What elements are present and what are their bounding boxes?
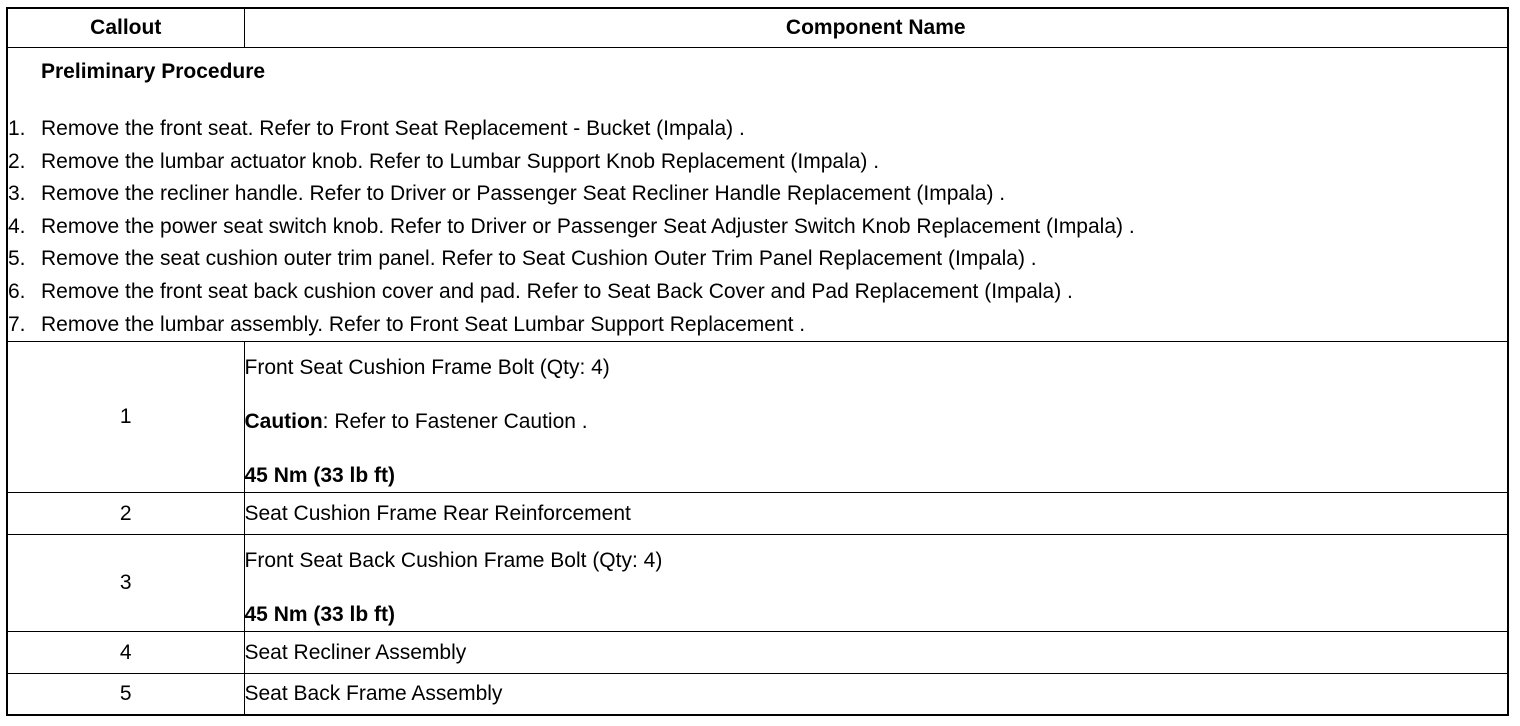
step-number: 5. — [8, 247, 26, 271]
caution-label: Caution — [244, 410, 323, 434]
step-text: Remove the front seat back cushion cover and pad. Refer to Seat Back Cover and Pad Replacement (Impala) . — [41, 279, 1073, 303]
callout-cell: 5 — [7, 674, 244, 716]
step-text: Remove the seat cushion outer trim panel. Refer to Seat Cushion Outer Trim Panel Replacement (Impala) . — [41, 247, 1037, 271]
table-row — [7, 674, 1508, 716]
component-name-header: Component Name — [244, 8, 1508, 48]
component-cell — [244, 342, 1508, 493]
step-item — [8, 309, 1507, 342]
table-row — [7, 535, 1508, 632]
preliminary-title: Preliminary Procedure — [41, 60, 266, 83]
callout-cell: 1 — [7, 342, 244, 493]
step-text: Remove the recliner handle. Refer to Driver or Passenger Seat Recliner Handle Replacement (Impala) . — [41, 182, 1006, 206]
callout-cell: 3 — [7, 535, 244, 632]
step-text: Remove the front seat. Refer to Front Seat Replacement - Bucket (Impala) . — [41, 117, 745, 140]
step-number: 3. — [8, 182, 26, 206]
callout-cell: 4 — [7, 632, 244, 674]
step-item — [8, 146, 1507, 179]
step-item — [8, 211, 1507, 244]
callout-header: Callout — [7, 8, 244, 48]
step-text: Remove the lumbar assembly. Refer to Front Seat Lumbar Support Replacement . — [41, 312, 806, 336]
step-number: 7. — [8, 312, 26, 336]
step-text: Remove the power seat switch knob. Refer to Driver or Passenger Seat Adjuster Switch Knob Replacement (Impala) . — [41, 214, 1135, 238]
preliminary-row — [7, 48, 1508, 342]
table-row — [7, 632, 1508, 674]
step-number: 2. — [8, 149, 26, 173]
table-row — [7, 493, 1508, 535]
step-item — [8, 243, 1507, 276]
step-item — [8, 113, 1507, 146]
step-item — [8, 178, 1507, 211]
caution-text: : Refer to Fastener Caution . — [322, 410, 588, 434]
preliminary-procedure — [7, 48, 1508, 342]
caution-note — [245, 409, 1508, 435]
component-name: Seat Recliner Assembly — [244, 632, 1508, 674]
table-row — [7, 342, 1508, 493]
component-name: Seat Cushion Frame Rear Reinforcement — [244, 493, 1508, 535]
header-row — [7, 8, 1508, 48]
component-table — [6, 7, 1509, 716]
component-name: Seat Back Frame Assembly — [244, 674, 1508, 716]
step-number: 1. — [8, 117, 26, 140]
step-number: 4. — [8, 214, 26, 238]
step-item — [8, 276, 1507, 309]
torque-spec: 45 Nm (33 lb ft) — [244, 464, 396, 488]
callout-cell: 2 — [7, 493, 244, 535]
procedure-steps — [8, 113, 1507, 341]
step-text: Remove the lumbar actuator knob. Refer to Lumbar Support Knob Replacement (Impala) . — [41, 149, 880, 173]
component-cell — [244, 535, 1508, 632]
torque-spec: 45 Nm (33 lb ft) — [244, 603, 396, 627]
component-name: Front Seat Cushion Frame Bolt (Qty: 4) — [244, 356, 610, 380]
step-number: 6. — [8, 279, 26, 303]
component-name: Front Seat Back Cushion Frame Bolt (Qty: 4) — [244, 549, 663, 573]
